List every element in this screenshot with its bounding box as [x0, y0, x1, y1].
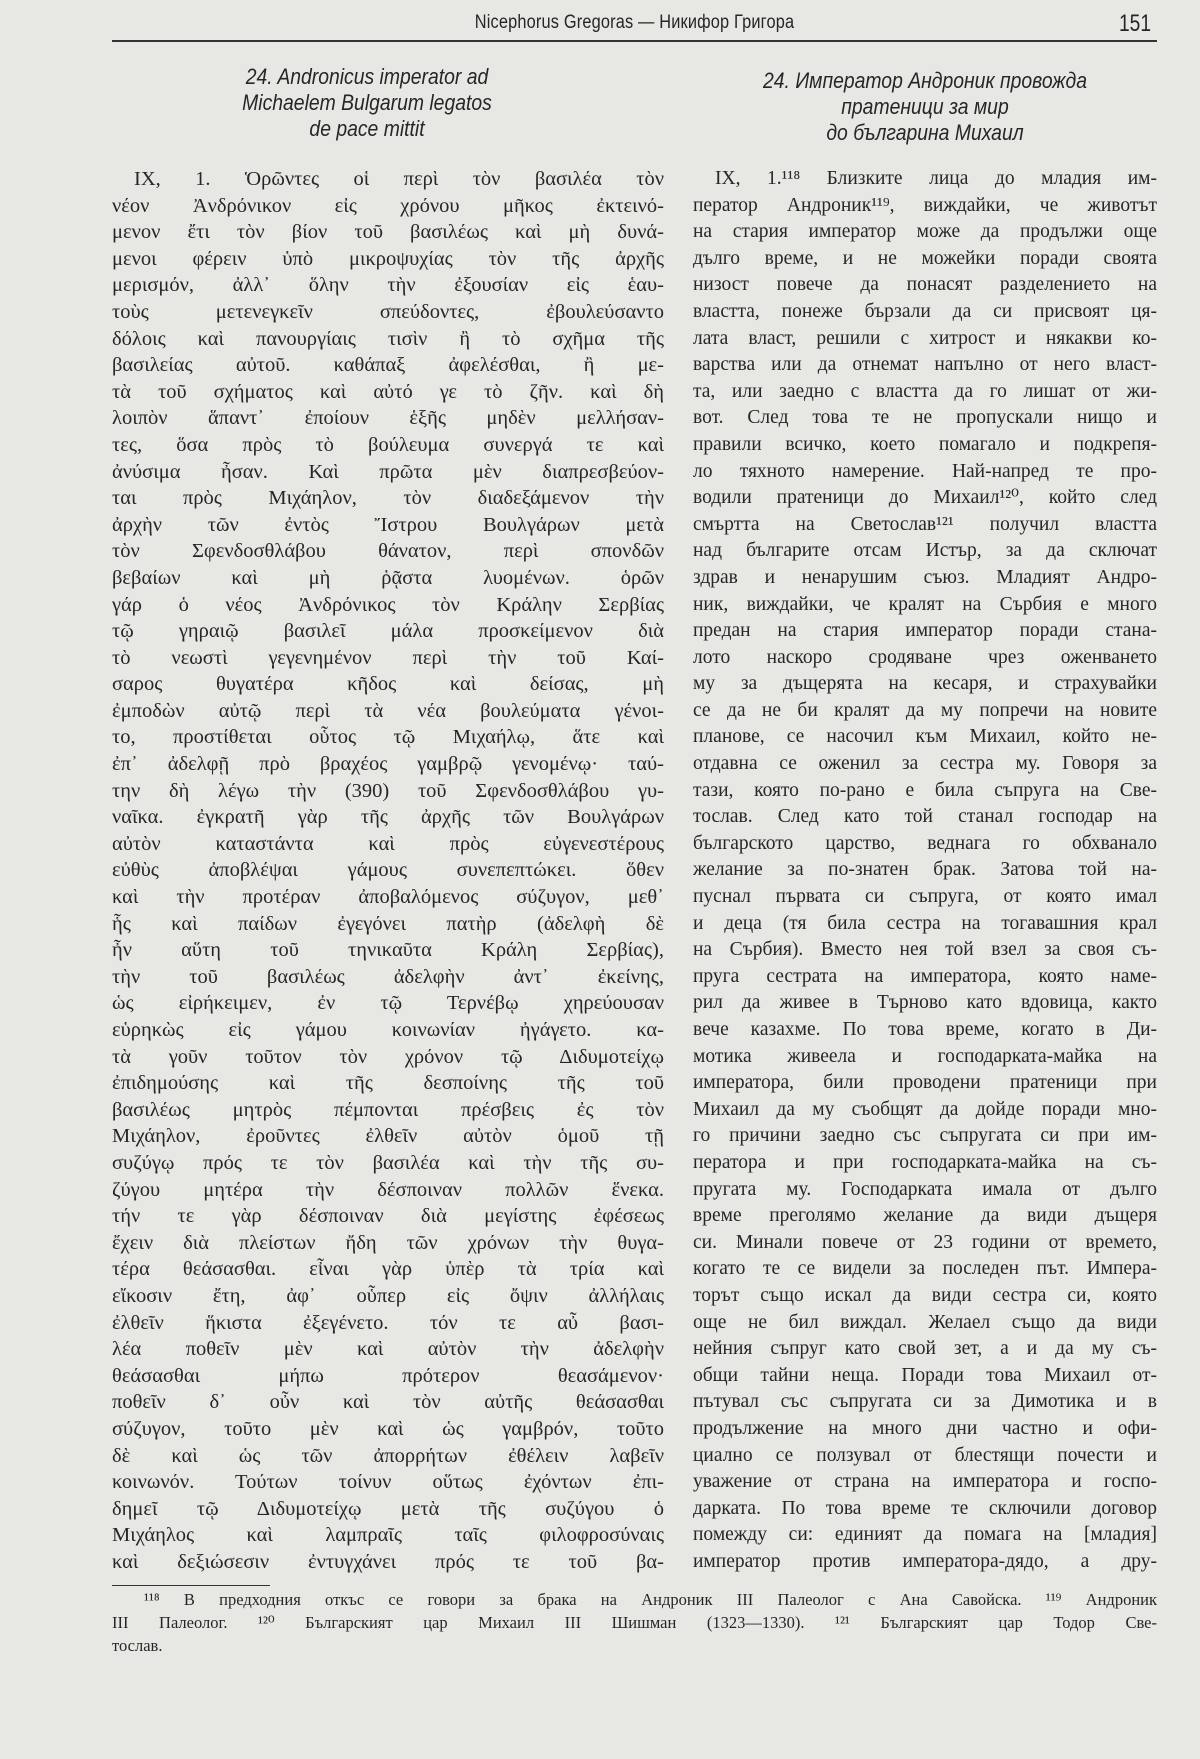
greek-text-line: εὐθὺς ἀποβλέψαι γάμους συνεπεπτώκει. ὅθεν	[112, 859, 664, 882]
bulgarian-text-line: ник, виждайки, че кралят на Сърбия е много	[693, 593, 1157, 615]
greek-text-line: τέρα θεάσασθαι. εἶναι γὰρ ὑπὲρ τὰ τρία καὶ	[112, 1258, 664, 1281]
bulgarian-text-line: отдавна се оженил за сестра му. Говоря за	[693, 753, 1157, 775]
greek-text-line: τήν τε γὰρ δέσποιναν διὰ μεγίστης ἐφέσεως	[112, 1205, 664, 1228]
greek-text-line: ἐλθεῖν ἥκιστα ἐξεγένετο. τόν τε αὖ βασι-	[112, 1311, 664, 1334]
bulgarian-text-line: дарката. По това време те сключили договор	[693, 1497, 1157, 1519]
bulgarian-text-line: мотика живеела и господарката-майка на	[693, 1045, 1157, 1067]
bulgarian-text-line: помежду си: единият да помага на [младия]	[693, 1524, 1157, 1546]
bulgarian-text-line: та, или заедно с властта да го лишат от жи-	[693, 380, 1157, 402]
greek-text-line: ἐπ᾽ ἀδελφῇ πρὸ βραχέος γαμβρῷ γενομένῳ· ταύ-	[112, 753, 664, 776]
bulgarian-text-line: водили пратеници до Михаил¹²⁰, който след	[693, 487, 1157, 509]
greek-text-line: λοιπὸν ἅπαντ᾽ ἐποίουν ἑξῆς μηδὲν μελλήσαν-	[112, 407, 664, 430]
greek-text-line: Μιχάηλον, ἐροῦντες ἐλθεῖν αὐτὸν ὁμοῦ τῇ	[112, 1125, 664, 1148]
bulgarian-section-heading	[693, 68, 1157, 146]
greek-text-line: αὐτὸν καταστάντα καὶ πρὸς εὐγενεστέρους	[112, 832, 664, 855]
bulgarian-text-line: пуснал първата си съпруга, от която имал	[693, 886, 1157, 908]
greek-text-line: τῷ γηραιῷ βασιλεῖ μάλα προσκείμενον διὰ	[112, 620, 664, 643]
greek-text-line: σύζυγον, τοῦτο μὲν καὶ ὡς γαμβρόν, τοῦτο	[112, 1417, 664, 1440]
greek-text-line: σαρος θυγατέρα κῆδος καὶ δείσας, μὴ	[112, 673, 664, 696]
bulgarian-text-line: планове, се насочил към Михаил, който не-	[693, 726, 1157, 748]
bulgarian-text-line: пътувал със съпругата си за Димотика и в	[693, 1391, 1157, 1413]
greek-text-line: την δὴ λέγω τὴν (390) τοῦ Σφενδοσθλάβου γυ-	[112, 779, 664, 802]
bulgarian-text-line: смъртта на Светослав¹²¹ получил властта	[693, 513, 1157, 535]
bulgarian-text-line: се да не би кралят да му попречи на новите	[693, 699, 1157, 721]
bulgarian-text-line: торът също искал да види сестра си, която	[693, 1284, 1157, 1306]
greek-text-line: γάρ ὁ νέος Ἀνδρόνικος τὸν Κράλην Σερβίας	[112, 593, 664, 616]
bulgarian-text-line: ператора и при господарката-майка на съ-	[693, 1151, 1157, 1173]
greek-text-line: μενον ἔτι τὸν βίον τοῦ βασιλέως καὶ μὴ δυνά-	[112, 221, 664, 244]
bulgarian-text-line: ло тяхното намерение. Най-напред те про-	[693, 460, 1157, 482]
bulgarian-text-line: продължение на много дни частно и офи-	[693, 1417, 1157, 1439]
footnotes	[112, 1588, 1157, 1657]
greek-text-line: τὴν τοῦ βασιλέως ἀδελφὴν ἀντ᾽ ἐκείνης,	[112, 965, 664, 988]
bulgarian-text-line: дълго време, и не можейки поради своята	[693, 247, 1157, 269]
greek-text-line: ποθεῖν δ᾽ οὖν καὶ τὸν αὐτῆς θεάσασθαι	[112, 1391, 664, 1414]
heading-line: Michaelem Bulgarum legatos	[242, 90, 492, 115]
greek-text-line: δημεῖ τῷ Διδυμοτείχῳ μετὰ τῆς συζύγου ὁ	[112, 1497, 664, 1520]
bulgarian-text-line: варства или да отнемат напълно от него власт-	[693, 354, 1157, 376]
greek-text-line: εὑρηκὼς εἰς γάμου κοινωνίαν ἠγάγετο. κα-	[112, 1019, 664, 1041]
greek-text-line: νέον Ἀνδρόνικον εἰς χρόνου μῆκος ἐκτεινό-	[112, 194, 664, 217]
header-rule	[112, 40, 1157, 42]
greek-text-line: ἔχειν διὰ πλείστων ἤδη τῶν χρόνων τὴν θυγα-	[112, 1231, 664, 1254]
greek-text-line: τὰ γοῦν τοῦτον τὸν χρόνον τῷ Διδυμοτείχῳ	[112, 1045, 664, 1068]
bulgarian-text-line: низост повече да понасят разделението на	[693, 274, 1157, 296]
greek-text-line: δόλοις καὶ πανουργίαις τισὶν ἢ τὸ σχῆμα τῆς	[112, 327, 664, 350]
greek-text-line: συζύγῳ πρός τε τὸν βασιλέα καὶ τὴν τῆς συ-	[112, 1151, 664, 1174]
bulgarian-text-line: пруга сестрата на императора, която наме-	[693, 965, 1157, 987]
bulgarian-text-line: нейния съпруг като свой зет, а и да му съ-	[693, 1338, 1157, 1360]
heading-line: de pace mittit	[309, 116, 425, 141]
bulgarian-text-line: император против императора-дядо, а дру-	[693, 1550, 1157, 1572]
greek-text-line: ἀρχὴν τῶν ἐντὸς Ἴστρου Βουλγάρων μετὰ	[112, 513, 664, 536]
bulgarian-text-line: още не бил виждал. Желаел също да види	[693, 1311, 1157, 1333]
bulgarian-text-line: лата власт, решили с хитрост и някакви ко-	[693, 327, 1157, 349]
bulgarian-text-line: здрав и ненарушим съюз. Младият Андро-	[693, 566, 1157, 588]
heading-line: пратеници за мир	[841, 94, 1009, 119]
greek-text-line: ναῖκα. ἐγκρατῆ γὰρ τῆς ἀρχῆς τῶν Βουλγάρων	[112, 806, 664, 829]
footnote-line: ¹¹⁸ В предходния откъс се говори за брака на Андроник III Палеолог с Ана Савойска. ¹¹⁹ Андроник	[144, 1590, 1157, 1609]
heading-line: 24. Andronicus imperator ad	[245, 64, 489, 89]
greek-text-line: ζύγου μητέρα τὴν δέσποιναν πολλῶν ἕνεκα.	[112, 1178, 664, 1201]
greek-text-line: τες, ὅσα πρὸς τὸ βούλευμα συνεργά τε καὶ	[112, 433, 664, 456]
greek-text-line: κοινωνόν. Τούτων τοίνυν οὕτως ἐχόντων ἐπι-	[112, 1471, 664, 1494]
bulgarian-text-line: го причини заедно със съпругата си при им-	[693, 1125, 1157, 1147]
greek-text-line: ἀνύσιμα ἦσαν. Καὶ πρῶτα μὲν διαπρεσβεύον-	[112, 460, 664, 483]
greek-text-line: καὶ δεξιώσεσιν ἐντυγχάνει πρός τε τοῦ βα-	[112, 1550, 664, 1573]
bulgarian-text-line: над българите отсам Истър, за да сключат	[693, 540, 1157, 562]
bulgarian-text-line: IX, 1.¹¹⁸ Близките лица до младия им-	[715, 168, 1157, 189]
bulgarian-text-line: Михаил да му съобщят да дойде поради мно-	[693, 1098, 1157, 1120]
bulgarian-text-line: предан на стария император поради стана-	[693, 620, 1157, 642]
bulgarian-text-line: циално се ползувал от блестящи почести и	[693, 1444, 1157, 1466]
greek-text-line: ἐμποδὼν αὐτῷ περὶ τὰ νέα βουλεύματα γένοι-	[112, 699, 664, 722]
heading-line: до българина Михаил	[826, 120, 1024, 145]
bulgarian-text-line: тослав. След като той станал господар на	[693, 806, 1157, 828]
greek-text-line: τὰ τοῦ σχήματος καὶ αὐτό γε τὸ ζῆν. καὶ δὴ	[112, 380, 664, 403]
bulgarian-text-line: пругата му. Господарката имала от дълго	[693, 1178, 1157, 1200]
bulgarian-text-line: време преголямо желание да види дъщеря	[693, 1205, 1157, 1227]
footnote-rule	[112, 1585, 270, 1586]
bulgarian-text-line: вот. След това те не пропускали нищо и	[693, 407, 1157, 429]
bulgarian-text-line: българското царство, веднага го обхванало	[693, 832, 1157, 854]
running-head	[112, 8, 1157, 38]
greek-text-line: μενοι φέρειν ὑπὸ μικροψυχίας τὸν τῆς ἀρχῆς	[112, 247, 664, 270]
bulgarian-text-line: на стария император може да продължи още	[693, 221, 1157, 243]
greek-text-line: τὸν Σφενδοσθλάβου θάνατον, περὶ σπονδῶν	[112, 540, 664, 563]
running-title: Nicephorus Gregoras — Никифор Григора	[474, 12, 795, 33]
greek-text-line: Μιχάηλος καὶ λαμπραῖς ταῖς φιλοφροσύναις	[112, 1524, 664, 1547]
bulgarian-text-line: общи тайни неща. Поради това Михаил от-	[693, 1364, 1157, 1386]
bulgarian-text-line: му за дъщерята на кесаря, и страхувайки	[693, 673, 1157, 695]
greek-text-line: το, προστίθεται οὗτος τῷ Μιχαήλῳ, ἅτε καὶ	[112, 726, 664, 749]
greek-text-line: θεάσασθαι μήπω πρότερον θεασάμενον·	[112, 1364, 664, 1387]
bulgarian-text-line: си. Минали повече от 23 години от времето,	[693, 1231, 1157, 1253]
greek-text-line: δὲ καὶ ὡς τῶν ἀπορρήτων ἐθέλειν λαβεῖν	[112, 1444, 664, 1467]
greek-text-line: τοὺς μετενεγκεῖν σπεύδοντες, ἐβουλεύσαντο	[112, 300, 664, 323]
bulgarian-text-line: и деца (тя била сестра на тогавашния крал	[693, 912, 1157, 934]
bulgarian-text-line: на Сърбия). Вместо нея той взел за своя съ-	[693, 939, 1157, 961]
bulgarian-text-line: рил да живее в Търново като вдовица, както	[693, 992, 1157, 1014]
bulgarian-text-line: уважение от страна на императора и госпо-	[693, 1471, 1157, 1493]
greek-text-line: βασιλείας αὐτοῦ. καθάπαξ ἀφελέσθαι, ἢ με-	[112, 354, 664, 377]
bulgarian-text-line: тази, която по-рано е била съпруга на Све-	[693, 779, 1157, 801]
greek-text-line: μερισμόν, ἀλλ᾽ ὅλην τὴν ἐξουσίαν εἰς ἑαυ-	[112, 274, 664, 297]
greek-text-line: ἧς καὶ παίδων ἐγεγόνει πατὴρ (ἀδελφὴ δὲ	[112, 912, 664, 935]
greek-text-column	[112, 166, 664, 1575]
greek-text-line: καὶ τὴν προτέραν ἀποβαλόμενος σύζυγον, μεθ᾽	[112, 886, 664, 909]
bulgarian-text-line: ператор Андроник¹¹⁹, виждайки, че животът	[693, 194, 1157, 216]
greek-text-line: βεβαίων καὶ μὴ ῥᾷστα λυομένων. ὁρῶν	[112, 566, 664, 589]
footnote-line: III Палеолог. ¹²⁰ Българският цар Михаил III Шишман (1323—1330). ¹²¹ Българският цар Тодор Све-	[112, 1613, 1157, 1632]
bulgarian-text-line: императора, били проводени пратеници при	[693, 1072, 1157, 1094]
footnote-line: тослав.	[112, 1636, 163, 1655]
bulgarian-text-line: желание за по-знатен брак. Затова той на-	[693, 859, 1157, 881]
greek-text-line: ἐπιδημούσης καὶ τῆς δεσποίνης τῆς τοῦ	[112, 1072, 664, 1095]
greek-text-line: ὡς εἰρήκειμεν, ἐν τῷ Τερνέβῳ χηρεύουσαν	[112, 992, 664, 1015]
greek-text-line: τὸ νεωστὶ γεγενημένον περὶ τὴν τοῦ Καί-	[112, 646, 664, 669]
latin-section-heading	[112, 64, 622, 142]
bulgarian-text-line: вече казахме. По това време, когато в Ди-	[693, 1019, 1157, 1040]
greek-text-line: ται πρὸς Μιχάηλον, τὸν διαδεξάμενον τὴν	[112, 487, 664, 510]
greek-text-line: βασιλέως μητρὸς πέμπονται πρέσβεις ἐς τὸν	[112, 1098, 664, 1121]
greek-text-line: ἦν αὕτη τοῦ τηνικαῦτα Κράλη Σερβίας),	[112, 939, 664, 962]
bulgarian-text-line: правили всичко, което помагало и подкрепя-	[693, 433, 1157, 455]
greek-text-line: εἴκοσιν ἔτη, ἀφ᾽ οὗπερ εἰς ὄψιν ἀλλήλαις	[112, 1284, 664, 1307]
greek-text-line: IX, 1. Ὁρῶντες οἱ περὶ τὸν βασιλέα τὸν	[134, 168, 664, 190]
page-number: 151	[1118, 10, 1151, 37]
greek-text-line: λέα ποθεῖν μὲν καὶ αὐτὸν τὴν ἀδελφὴν	[112, 1338, 664, 1361]
heading-line: 24. Император Андроник провожда	[763, 68, 1087, 93]
bulgarian-text-column	[693, 166, 1157, 1575]
bulgarian-text-line: когато те се видели за последен път. Импера-	[693, 1258, 1157, 1280]
bulgarian-text-line: властта, понеже бързали да си присвоят ця-	[693, 300, 1157, 322]
bulgarian-text-line: лото наскоро сродяване чрез оженването	[693, 646, 1157, 668]
